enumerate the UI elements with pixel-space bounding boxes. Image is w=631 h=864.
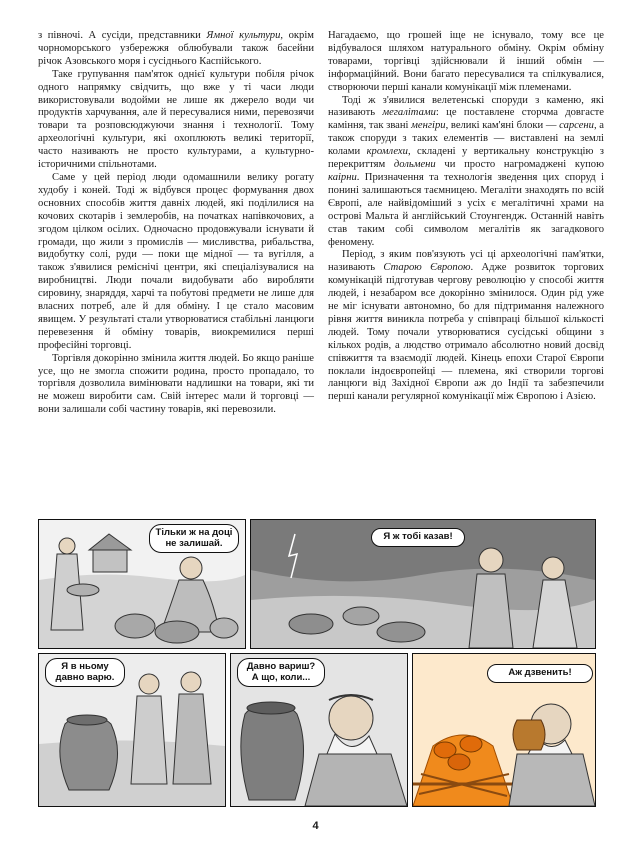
text: . Адже розвиток торгових комунікацій підготував чергову революцію у способі життя людей, і незабаром все докорінно змінилося. Один рід уже не міг існувати автономно, бо для підтримання належного рівня життя виникла потреба у співпраці більшої кількості людей. Тому почали утворюватися сусідські общини з кількох родів, а людство отримало абсолютно новий досвід співжиття та взаємодії людей. Кінець епохи Старої Європи поклали індоєвропейці — племена, які створили торгові ланцюги від Західної Європи аж до Індії та забезпечили перші канали регулярної комунікації між Європою і Азією. <box>328 262 604 403</box>
term-cairns: каірни <box>328 171 357 183</box>
text: : це поставлене сторчма довгасте каміння, так звані <box>328 107 604 132</box>
text-column-right <box>328 30 604 404</box>
text-column-left <box>38 30 314 417</box>
comic-panel-4 <box>230 653 408 807</box>
comic-panel-1 <box>38 519 246 649</box>
text: . Призначення та технологія зведення цих споруд і понині залишаються таємницею. Мегаліти знаходять по всій Європі, але найвідоміший з усіх є мегалітичні храми на острові Мальта й англійський Стоунгендж. Останній навіть став таким собі символом мегалітів як загадкового феномену. <box>328 171 604 248</box>
paragraph <box>38 30 314 69</box>
text: , окрім чорноморського узбережжя облюбували також басейни річок Азовського моря і сусіднього Каспійського. <box>38 30 314 67</box>
text: , великі кам'яні блоки — <box>445 120 560 132</box>
paragraph: Саме у цей період люди одомашнили велику рогату худобу і коней. Тоді ж відбувся процес формування двох основних способів життя давніх людей, які поділилися на кочових скотарів і землеробів, на початках напівкочових, а згодом цілком осілих. Одночасно продовжували існувати й громади, що жили з промислів — мисливства, рибальства, видобутку солі, руди — поки ще мідної — та вугілля, а також з'явилися реміснічі центри, які спеціалізувалися на виробництві. Люди почали видобувати або виробляти сировину, знаряддя, харчі та побутові предмети не лише для власних потреб, але й для обміну. І це стало масовим явищем. У результаті стали утворюватися стабільні ланцюги перевезення й обміну товарів, виокремилися перші професійні торговці. <box>38 171 314 351</box>
term-dolmens: дольмени <box>393 159 436 171</box>
comic-panel-2 <box>250 519 596 649</box>
paragraph: Нагадаємо, що грошей іще не існувало, тому все це відбувалося шляхом натурального обміну. Окрім обміну товарами, торгівці здійснювали й інший обмін — інформаційний. Вони багато пересувалися та спілкувалися, створюючи перші канали комунікації між племенами. <box>328 30 604 93</box>
text: , а також споруди з таких елементів — виставлені на землі колами <box>328 120 605 158</box>
text: Тоді ж з'явилися велетенські споруди з каменю, які називають <box>328 94 604 119</box>
text: , складені у вертикальну конструкцію з перекриттям <box>328 146 604 171</box>
text: з півночі. А сусіди, представники <box>38 30 207 41</box>
term-old-europe: Старою Європою <box>383 262 471 274</box>
paragraph <box>328 249 604 404</box>
page-number: 4 <box>312 820 319 832</box>
comic-panel-5 <box>412 653 596 807</box>
paragraph: Торгівля докорінно змінила життя людей. Бо якщо раніше усе, що не змогла спожити родина, просто пропадало, то торгівля дозволила вимінювати надлишки на товари, які ти не можеш виробити сам. Свій інтерес мали й торговці — вони залишали собі частину товарів, які перевозили. <box>38 352 314 416</box>
comic-panel-3 <box>38 653 226 807</box>
speech-bubble: Я ж тобі казав! <box>371 528 465 547</box>
speech-bubble: Давно вариш? А що, коли... <box>237 658 325 687</box>
speech-bubble: Тільки ж на доці не залишай. <box>149 524 239 553</box>
speech-bubble: Я в ньому давно варю. <box>45 658 125 687</box>
term-megaliths: мегалітами <box>382 107 436 119</box>
term-cromlechs: кромлехи <box>366 146 408 158</box>
paragraph <box>328 95 604 250</box>
text: Період, з яким пов'язують усі ці археологічні пам'ятки, називають <box>328 249 604 274</box>
text: чи просто нагромаджені купою <box>435 159 605 171</box>
speech-bubble: Аж дзвенить! <box>487 664 593 683</box>
paragraph: Таке групування пам'яток однієї культури побіля річок одного напрямку свідчить, що вже у ті часи люди використовували водойми не лише як джерело води чи продуктів харчування, але й пересувалися ними, перевозячи товари та розповсюджуючи знання і технології. Тому археологічні культури, які охоплюють великі території, часто називають не просто культурами, а культурно-історичними спільнотами. <box>38 68 314 171</box>
term-menhirs: менгіри <box>411 120 446 132</box>
term-sarsens: сарсени <box>559 120 594 132</box>
comic-strip <box>38 519 594 809</box>
term-yamna-culture: Ямної культури <box>206 30 281 41</box>
